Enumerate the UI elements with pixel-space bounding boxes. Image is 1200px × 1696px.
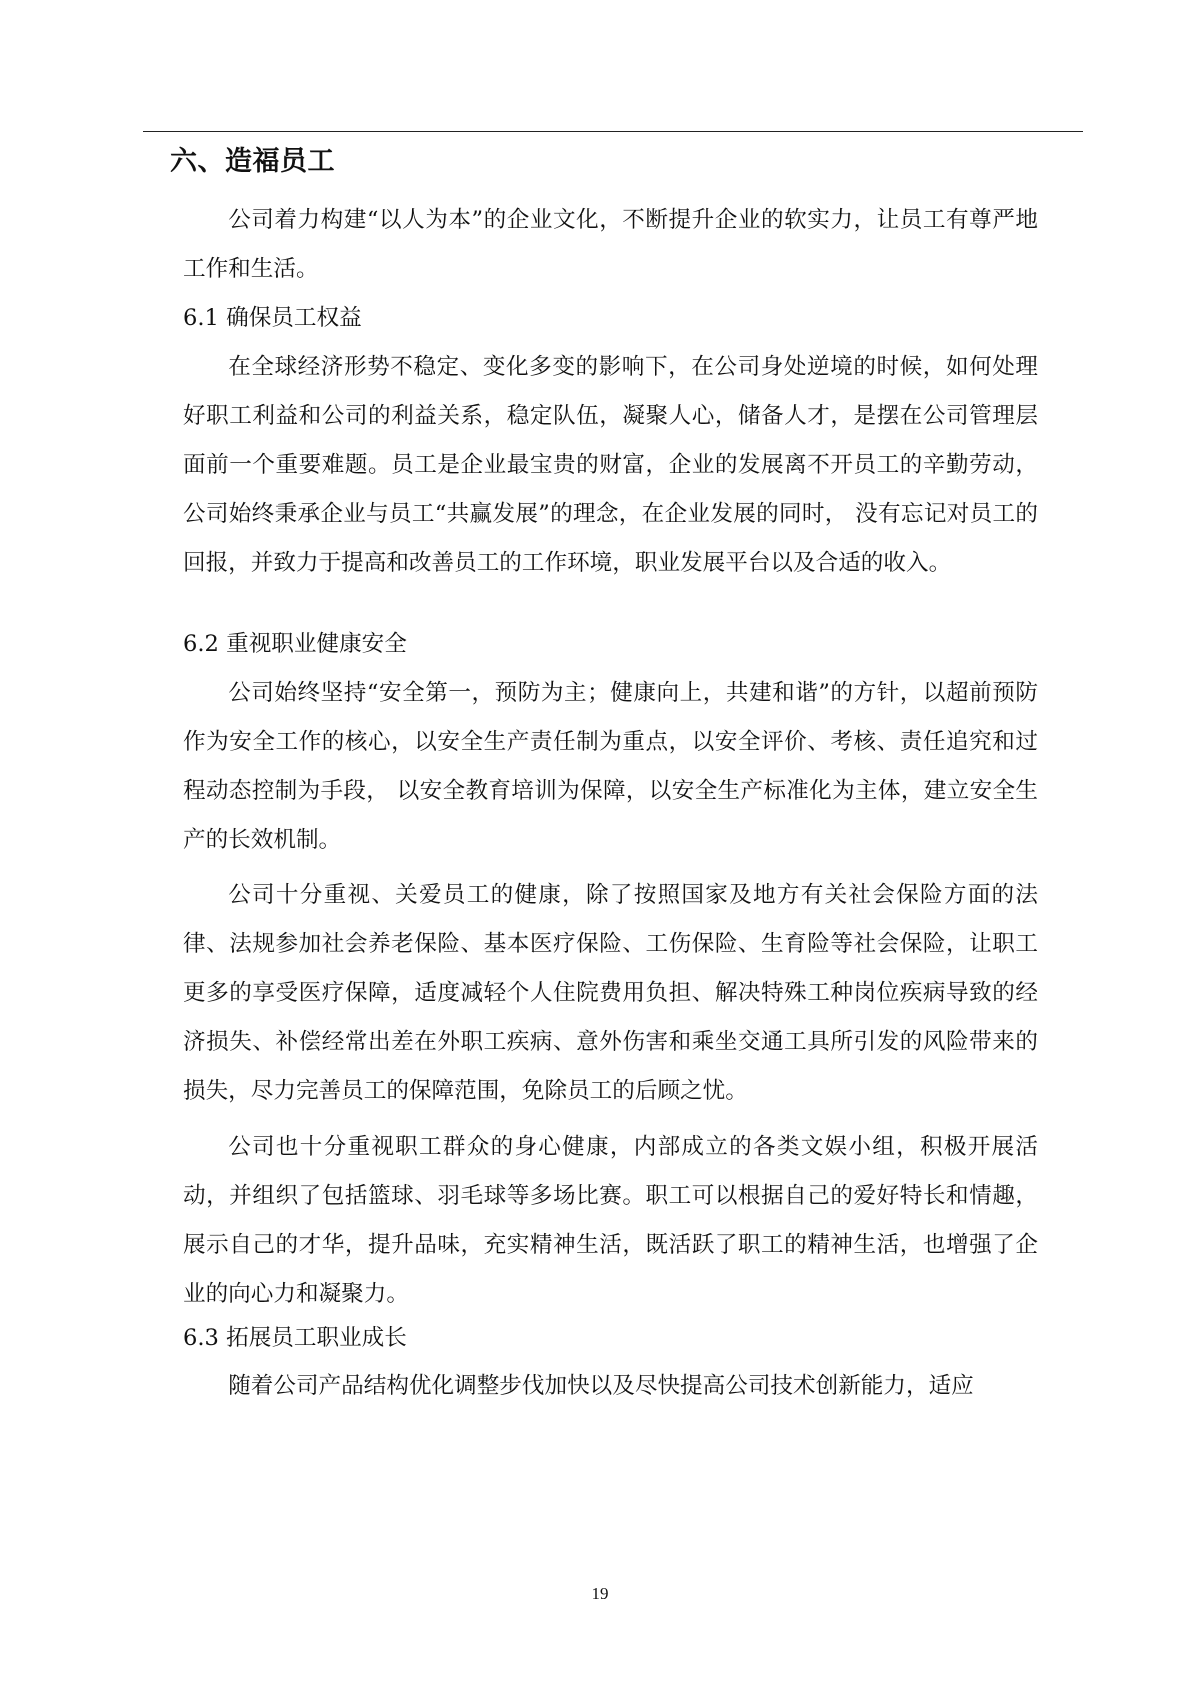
header-rule [143, 131, 1083, 132]
subsection-heading-6-2: 6.2 重视职业健康安全 [183, 631, 407, 657]
paragraph-6-3-1: 随着公司产品结构优化调整步伐加快以及尽快提高公司技术创新能力，适应 [228, 1373, 974, 1399]
subsection-heading-6-1: 6.1 确保员工权益 [183, 305, 362, 331]
paragraph-6-2-3: 公司也十分重视职工群众的身心健康，内部成立的各类文娱小组，积极开展活动，并组织了包括篮球、羽毛球等多场比赛。职工可以根据自己的爱好特长和情趣，展示自己的才华，提升品味，充实精神生活，既活跃了职工的精神生活，也增强了企业的向心力和凝聚力。 [183, 1134, 1038, 1307]
page-number: 19 [591, 1584, 609, 1603]
intro-paragraph: 公司着力构建“以人为本”的企业文化，不断提升企业的软实力，让员工有尊严地工作和生活。 [183, 207, 1038, 282]
section-title: 六、造福员工 [170, 146, 335, 177]
paragraph-6-1-1: 在全球经济形势不稳定、变化多变的影响下，在公司身处逆境的时候，如何处理好职工利益和公司的利益关系，稳定队伍，凝聚人心，储备人才，是摆在公司管理层面前一个重要难题。员工是企业最宝贵的财富，企业的发展离不开员工的辛勤劳动，公司始终秉承企业与员工“共赢发展”的理念，在企业发展的同时， 没有忘记对员工的回报，并致力于提高和改善员工的工作环境，职业发展平台以及合适的收入。 [183, 354, 1038, 576]
paragraph-6-2-2: 公司十分重视、关爱员工的健康，除了按照国家及地方有关社会保险方面的法律、法规参加社会养老保险、基本医疗保险、工伤保险、生育险等社会保险，让职工更多的享受医疗保障，适度减轻个人住院费用负担、解决特殊工种岗位疾病导致的经济损失、补偿经常出差在外职工疾病、意外伤害和乘坐交通工具所引发的风险带来的损失，尽力完善员工的保障范围，免除员工的后顾之忧。 [183, 882, 1038, 1104]
paragraph-6-2-1: 公司始终坚持“安全第一，预防为主；健康向上，共建和谐”的方针，以超前预防作为安全工作的核心，以安全生产责任制为重点，以安全评价、考核、责任追究和过程动态控制为手段， 以安全教育培训为保障，以安全生产标准化为主体，建立安全生产的长效机制。 [183, 680, 1038, 853]
subsection-heading-6-3: 6.3 拓展员工职业成长 [183, 1325, 407, 1351]
